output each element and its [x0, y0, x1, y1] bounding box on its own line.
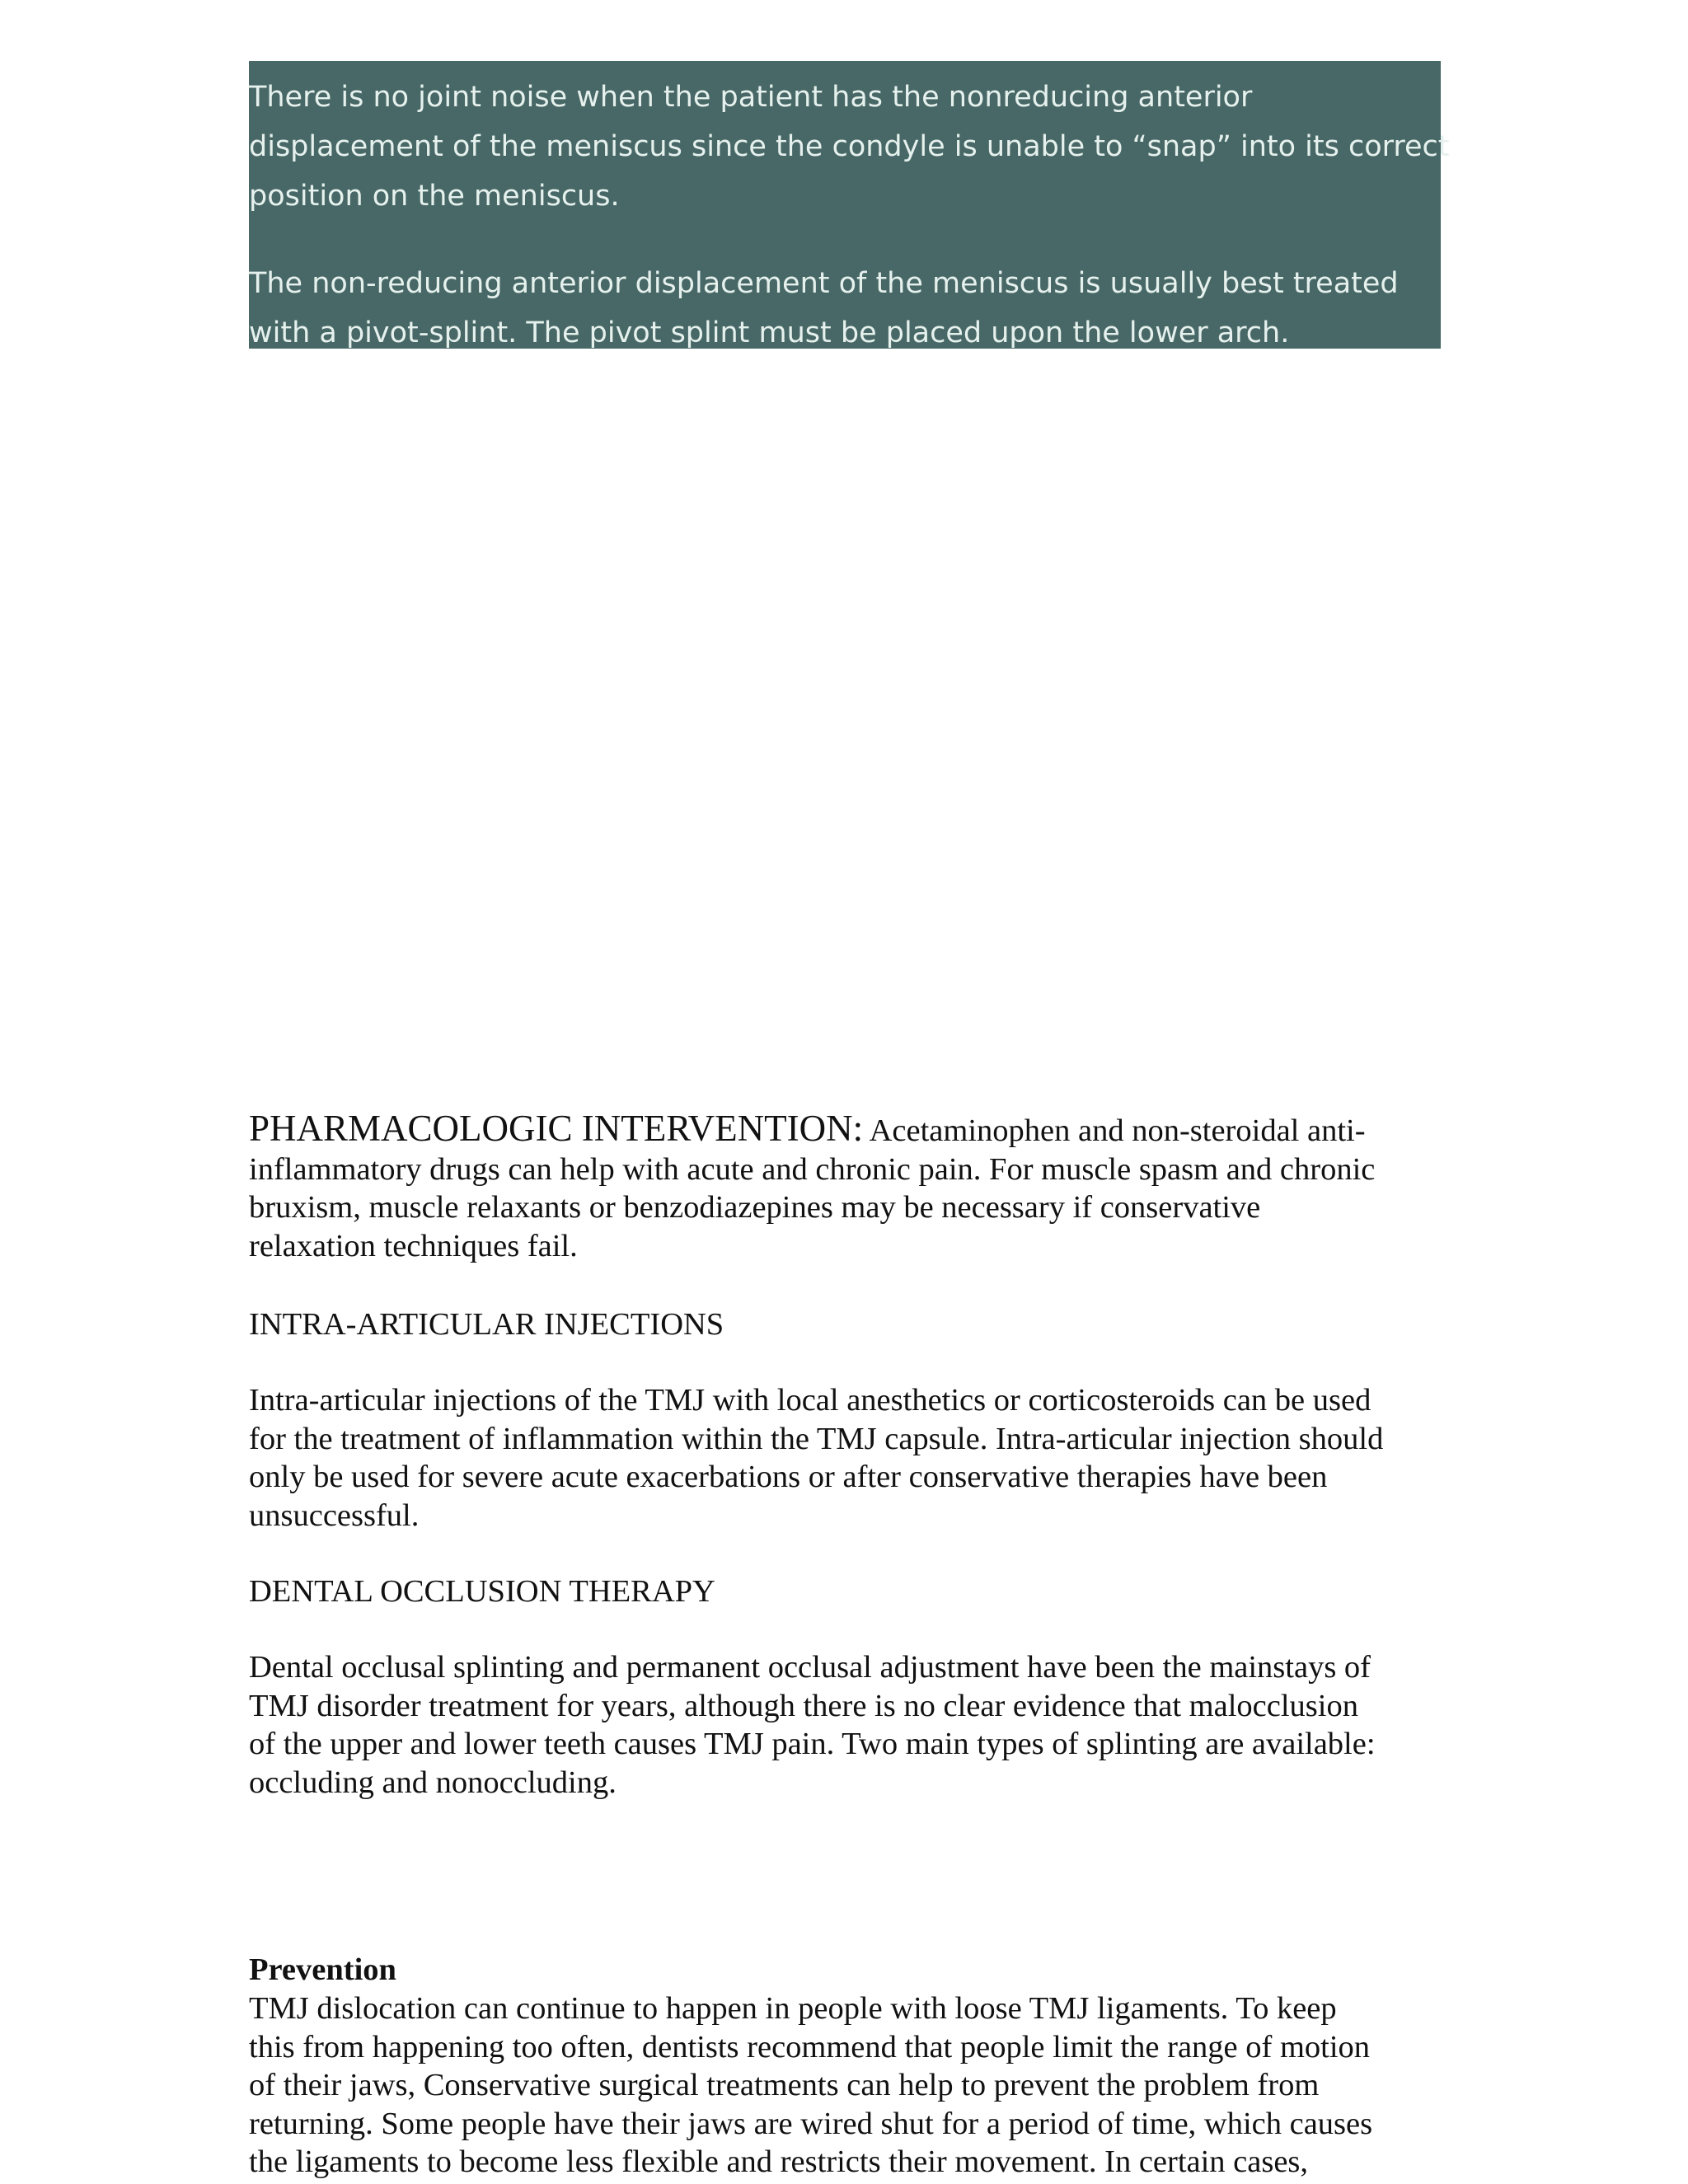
paragraph-line: the ligaments to become less flexible and restricts their movement. In certain cases, [249, 2144, 1309, 2179]
callout-paragraph-1 [249, 73, 1450, 221]
callout-line: displacement of the meniscus since the condyle is unable to “snap” into its correct [249, 130, 1450, 163]
dental-occlusion-paragraph [249, 1648, 1441, 1802]
callout-line: There is no joint noise when the patient has the nonreducing anterior [249, 81, 1253, 114]
callout-line: with a pivot-splint. The pivot splint must be placed upon the lower arch. [249, 316, 1290, 349]
paragraph-line: inflammatory drugs can help with acute and chronic pain. For muscle spasm and chronic [249, 1151, 1376, 1187]
pharmacologic-line-1 [249, 1109, 1441, 1151]
paragraph-line: Intra-articular injections of the TMJ with local anesthetics or corticosteroids can be used [249, 1383, 1372, 1418]
paragraph-line: of the upper and lower teeth causes TMJ pain. Two main types of splinting are available: [249, 1727, 1376, 1761]
paragraph-line: of their jaws, Conservative surgical treatments can help to prevent the problem from [249, 2068, 1320, 2102]
callout-line: position on the meniscus. [249, 180, 620, 213]
intra-articular-paragraph [249, 1381, 1441, 1535]
paragraph-line: returning. Some people have their jaws are wired shut for a period of time, which causes [249, 2106, 1373, 2141]
prevention-paragraph [249, 1990, 1441, 2182]
intra-articular-heading: INTRA-ARTICULAR INJECTIONS [249, 1307, 724, 1342]
pharmacologic-paragraph [249, 1109, 1441, 1265]
pharmacologic-text: Acetaminophen and non-steroidal anti- [863, 1113, 1366, 1148]
paragraph-line: this from happening too often, dentists recommend that people limit the range of motion [249, 2029, 1371, 2064]
paragraph-line: Dental occlusal splinting and permanent occlusal adjustment have been the mainstays of [249, 1650, 1371, 1685]
paragraph-line: TMJ dislocation can continue to happen in people with loose TMJ ligaments. To keep [249, 1991, 1337, 2026]
pharmacologic-heading: PHARMACOLOGIC INTERVENTION: [249, 1108, 864, 1149]
callout-paragraph-2 [249, 259, 1441, 358]
dental-occlusion-heading: DENTAL OCCLUSION THERAPY [249, 1574, 715, 1609]
paragraph-line: relaxation techniques fail. [249, 1228, 578, 1263]
paragraph-line: for the treatment of inflammation within the TMJ capsule. Intra-articular injection should [249, 1421, 1384, 1456]
paragraph-line: only be used for severe acute exacerbations or after conservative therapies have been [249, 1460, 1328, 1494]
prevention-heading: Prevention [249, 1952, 396, 1987]
paragraph-line: TMJ disorder treatment for years, although there is no clear evidence that malocclusion [249, 1688, 1358, 1723]
paragraph-line: bruxism, muscle relaxants or benzodiazepines may be necessary if conservative [249, 1190, 1261, 1225]
callout-line: The non-reducing anterior displacement of the meniscus is usually best treated [249, 267, 1399, 300]
highlighted-callout [249, 61, 1450, 349]
paragraph-line: unsuccessful. [249, 1497, 420, 1533]
paragraph-line: occluding and nonoccluding. [249, 1765, 617, 1800]
